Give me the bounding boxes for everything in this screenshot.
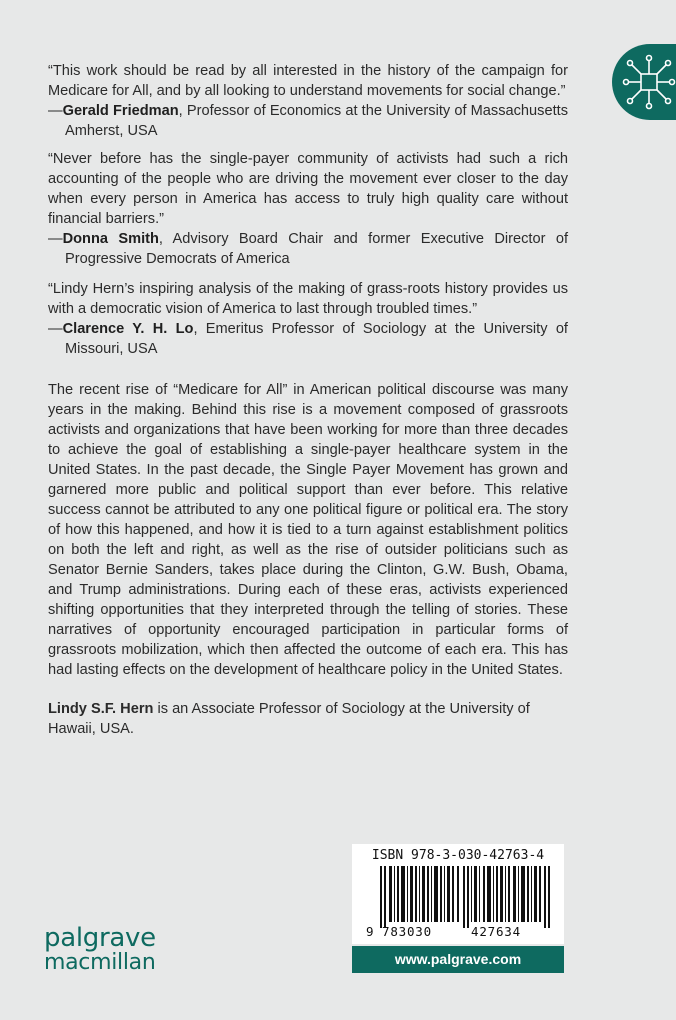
quote-attribution [48,229,568,269]
quote-affiliation: , Advisory Board Chair and former Executive Director of Progressive Democrats of America [65,231,568,267]
quote-text: “This work should be read by all interested in the history of the campaign for Medicare for All, and by all looking to understand movements for social change.” [48,63,568,99]
barcode-graphic [380,866,552,928]
quote-2 [48,149,568,269]
publisher-logo-line1: palgrave [44,923,156,953]
publisher-logo [44,925,156,975]
quote-author: Donna Smith [62,231,159,247]
bio-text [48,699,568,739]
publisher-logo-line2: macmillan [44,950,156,975]
author-bio [48,699,568,739]
quote-text: “Lindy Hern’s inspiring analysis of the making of grass-roots history provides us with a democratic vision of America to last through troubled times.” [48,281,568,317]
isbn-digits-right: 427634 [471,924,521,939]
book-description [48,380,568,680]
isbn-digits-left: 783030 [382,924,432,939]
quote-1 [48,61,568,141]
bio-author-name: Lindy S.F. Hern [48,701,154,717]
network-icon [622,52,676,112]
quote-dash: — [48,321,63,337]
isbn-label: ISBN 978-3-030-42763-4 [371,848,545,863]
quote-attribution [48,101,568,141]
quote-3 [48,279,568,359]
description-text: The recent rise of “Medicare for All” in American political discourse was many years in the making. Behind this rise is a movement composed of grassroots activists and organizations that have been working for more than three decades to achieve the goal of establishing a single-payer healthcare system in the United States. In the past decade, the Single Payer Movement has grown and garnered more public and political support than ever before. This relative success cannot be attributed to any one political figure or political era. The story of how this happened, and how it is tied to a turn against establishment politics on both the left and right, as well as the rise of outsider politicians such as Senator Bernie Sanders, takes place during the Clinton, G.W. Bush, Obama, and Trump administrations. During each of these eras, activists experienced shifting opportunities that they interpreted through the telling of stories. These narratives of opportunity encouraged participation in particular forms of grassroots mobilization, which then affected the outcome of each era. This has had lasting effects on the development of healthcare policy in the United States. [48,382,568,678]
quote-attribution [48,319,568,359]
quote-dash: — [48,231,63,247]
quote-author: Clarence Y. H. Lo [62,321,194,337]
quote-author: Gerald Friedman [62,103,179,119]
website-link[interactable]: www.palgrave.com [352,946,564,973]
publisher-badge [612,44,676,120]
isbn-digit-first: 9 [366,924,374,939]
quote-affiliation: , Emeritus Professor of Sociology at the University of Missouri, USA [65,321,568,357]
quote-affiliation: , Professor of Economics at the University of Massachusetts Amherst, USA [65,103,568,139]
isbn-barcode-box [352,844,564,944]
quote-text: “Never before has the single-payer community of activists had such a rich accounting of the people who are driving the movement ever closer to the day when every person in America has access to truly high quality care without financial barriers.” [48,151,568,227]
bio-description: is an Associate Professor of Sociology at the University of Hawaii, USA. [48,701,530,737]
quote-dash: — [48,103,63,119]
